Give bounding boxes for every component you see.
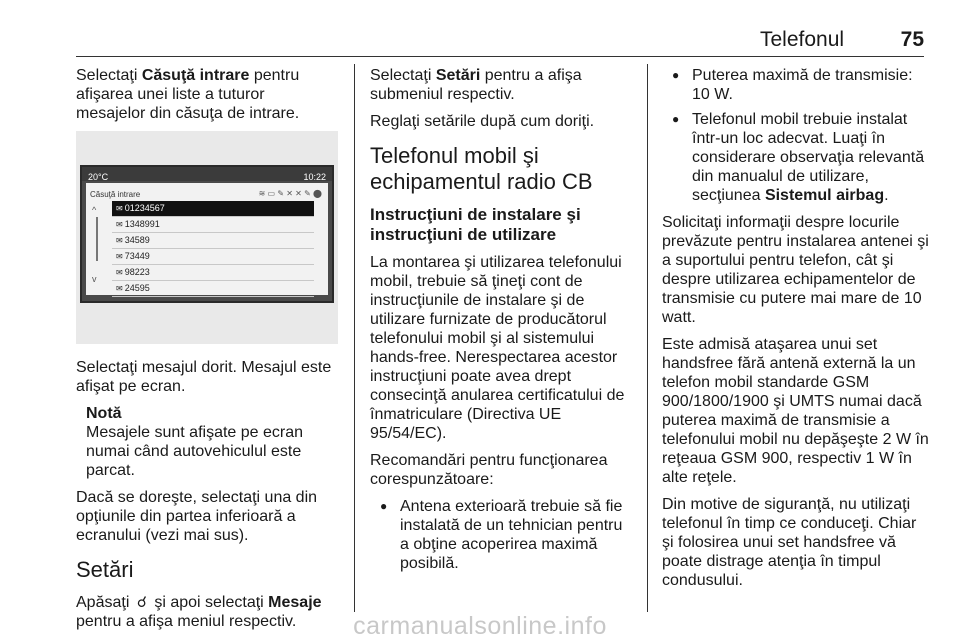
paragraph-options: Dacă se doreşte, selectaţi una din opţiunile din partea inferioară a ecranului (vezi mai sus). — [76, 489, 318, 544]
inbox-screenshot — [76, 131, 338, 344]
envelope-icon: ✉ — [116, 220, 123, 229]
recommendation-list-continued — [662, 66, 930, 205]
messages-term: Mesaje — [268, 594, 322, 611]
paragraph-safety: Din motive de siguranţă, nu utilizaţi telefonul în timp ce conduceţi. Chiar şi folosirea unui set handsfree vă poate distrage atenţia în timpul condusului. — [662, 496, 917, 589]
paragraph-installation: La montarea şi utilizarea telefonului mobil, trebuie să ţineţi cont de instrucţiunile de instalare şi de utilizare furnizate de producătorul telefonului mobil şi al sistemului hands-free. Nerespectarea acestor instrucţiuni poate avea drept consecinţă anularea certificatului de înmatriculare (Directiva UE 95/54/EC). — [370, 254, 625, 442]
list-item: ✉ 98223 — [112, 265, 314, 281]
paragraph-adjust: Reglaţi setările după cum doriţi. — [370, 113, 595, 130]
header-rule — [76, 56, 924, 57]
scroll-down-icon: v — [92, 274, 97, 284]
paragraph-antenna-info: Solicitaţi informaţii despre locurile prevăzute pentru instalarea antenei şi a suportului pentru telefon, cât şi despre utilizarea echipamentelor de transmisie cu putere mai mare de 10 watt. — [662, 214, 929, 326]
column-1 — [76, 66, 338, 639]
list-item: ✉ 1348991 — [112, 217, 314, 233]
list-item: ✉ 24595 — [112, 281, 314, 297]
note-box — [86, 404, 338, 480]
screen-panel — [86, 183, 328, 295]
message-list — [112, 201, 314, 297]
list-item: ● Telefonul mobil trebuie instalat într-un loc adecvat. Luaţi în considerare observaţia relevantă din manualul de utilizare, secţiunea Sistemul airbag. — [662, 110, 930, 205]
scrollbar — [96, 217, 98, 261]
paragraph-press: Apăsaţi ☌ şi apoi selectaţi Mesaje pentru a afişa meniul respectiv. — [76, 594, 322, 630]
screen-title: Căsuţă intrare — [90, 190, 141, 199]
column-2 — [370, 66, 632, 581]
subheading-instructions: Instrucţiuni de instalare şi instrucţiuni de utilizare — [370, 205, 581, 244]
recommendation-list — [370, 497, 632, 573]
paragraph-handsfree: Este admisă ataşarea unui set handsfree fără antenă externă la un telefon mobil standarde GSM 900/1800/1900 şi UMTS numai dacă puterea maximă de transmisie a telefonului mobil nu depăşeşte 2 W în reţeaua GSM 900, respectiv 1 W în alte reţele. — [662, 336, 929, 486]
screen-status-icons: ≋ ▭ ✎ ✕ ✕ ✎ ⬤ — [258, 189, 322, 198]
screen-clock: 10:22 — [303, 172, 326, 182]
paragraph-select-message: Selectaţi mesajul dorit. Mesajul este afişat pe ecran. — [76, 359, 332, 395]
envelope-icon: ✉ — [116, 284, 123, 293]
list-item: ● Puterea maximă de transmisie: 10 W. — [662, 66, 930, 104]
list-item: ● Antena exterioară trebuie să fie instalată de un tehnician pentru a obţine acoperirea maximă posibilă. — [370, 497, 632, 573]
column-divider-1 — [354, 64, 355, 612]
envelope-icon: ✉ — [116, 204, 123, 213]
list-item: ✉ 01234567 — [112, 201, 314, 217]
screen-status-bar — [82, 167, 332, 181]
airbag-term: Sistemul airbag — [764, 187, 885, 204]
envelope-icon: ✉ — [116, 236, 123, 245]
paragraph-recommendations: Recomandări pentru funcţionarea corespunzătoare: — [370, 452, 608, 488]
settings-term: Setări — [435, 67, 481, 84]
page-title: Telefonul — [760, 28, 845, 51]
watermark: carmanualsonline.info — [353, 612, 607, 640]
inbox-term: Căsuţă intrare — [141, 67, 250, 84]
paragraph-inbox: Selectaţi Căsuţă intrare pentru afişarea unei liste a tuturor mesajelor din căsuţa de intrare. — [76, 67, 300, 122]
envelope-icon: ✉ — [116, 268, 123, 277]
envelope-icon: ✉ — [116, 252, 123, 261]
scroll-up-icon: ^ — [92, 205, 97, 215]
note-text: Mesajele sunt afişate pe ecran numai când autovehiculul este parcat. — [86, 424, 304, 479]
heading-mobile-cb: Telefonul mobil şi echipamentul radio CB — [370, 143, 593, 194]
page-header — [760, 28, 924, 54]
phone-menu-icon: ☌ — [136, 594, 147, 611]
note-title: Notă — [86, 405, 122, 422]
list-item: ✉ 34589 — [112, 233, 314, 249]
paragraph-settings: Selectaţi Setări pentru a afişa submeniul respectiv. — [370, 67, 582, 103]
column-3 — [662, 66, 930, 598]
page-number: 75 — [900, 28, 924, 51]
heading-settings: Setări — [76, 557, 134, 582]
list-item: ✉ 73449 — [112, 249, 314, 265]
column-divider-2 — [647, 64, 648, 612]
infotainment-screen — [80, 165, 334, 303]
screen-temperature: 20°C — [88, 172, 109, 182]
